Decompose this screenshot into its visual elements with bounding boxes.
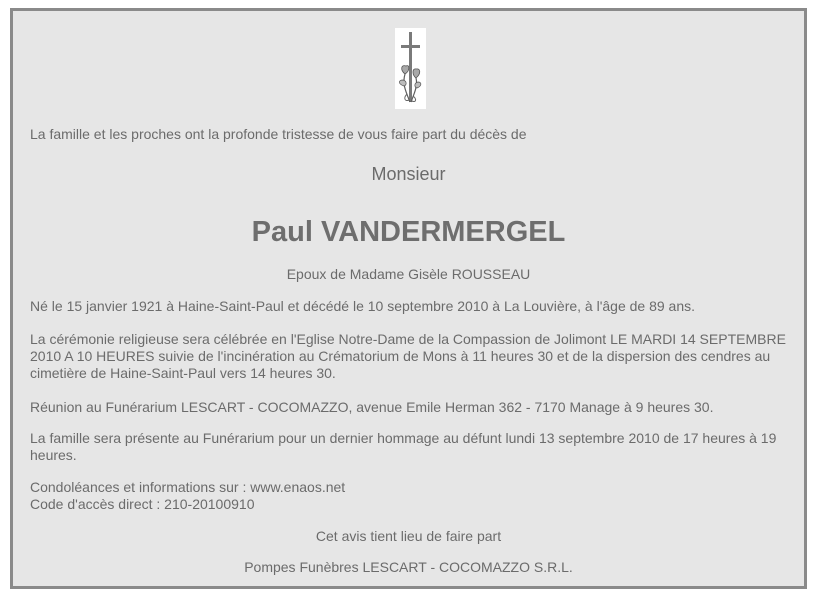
spouse-line: Epoux de Madame Gisèle ROUSSEAU (286, 266, 531, 282)
ceremony-paragraph: La cérémonie religieuse sera célébrée en l'Eglise Notre-Dame de la Compassion de Jolimont LE MARDI 14 SEPTEMBRE 2010 A 10 HEURES suivie de l'incinération au Crématorium de Mons à 11 heures 30 et de la dispersion des cendres au cimetière de Haine-Saint-Paul vers 14 heures 30. (30, 331, 786, 381)
birth-death-line: Né le 15 janvier 1921 à Haine-Saint-Paul et décédé le 10 septembre 2010 à La Louvière, à l'âge de 89 ans. (30, 298, 696, 314)
access-code-line: Code d'accès direct : 210-20100910 (30, 496, 255, 512)
presence-paragraph: La famille sera présente au Funérarium pour un dernier hommage au défunt lundi 13 septembre 2010 de 17 heures à 19 heures. (30, 430, 777, 463)
civility-title: Monsieur (371, 164, 446, 184)
deceased-name: Paul VANDERMERGEL (251, 216, 566, 248)
condolences-block (30, 479, 790, 513)
funeral-home-line: Pompes Funèbres LESCART - COCOMAZZO S.R.L. (244, 559, 573, 575)
condolences-link-line: Condoléances et informations sur : www.enaos.net (30, 479, 346, 495)
notice-line: Cet avis tient lieu de faire part (315, 528, 502, 544)
obituary-card (10, 8, 807, 589)
intro-text: La famille et les proches ont la profonde tristesse de vous faire part du décès de (30, 126, 527, 142)
meeting-line: Réunion au Funérarium LESCART - COCOMAZZO, avenue Emile Herman 362 - 7170 Manage à 9 heures 30. (30, 399, 714, 415)
cross-with-lilies-icon (395, 28, 426, 109)
